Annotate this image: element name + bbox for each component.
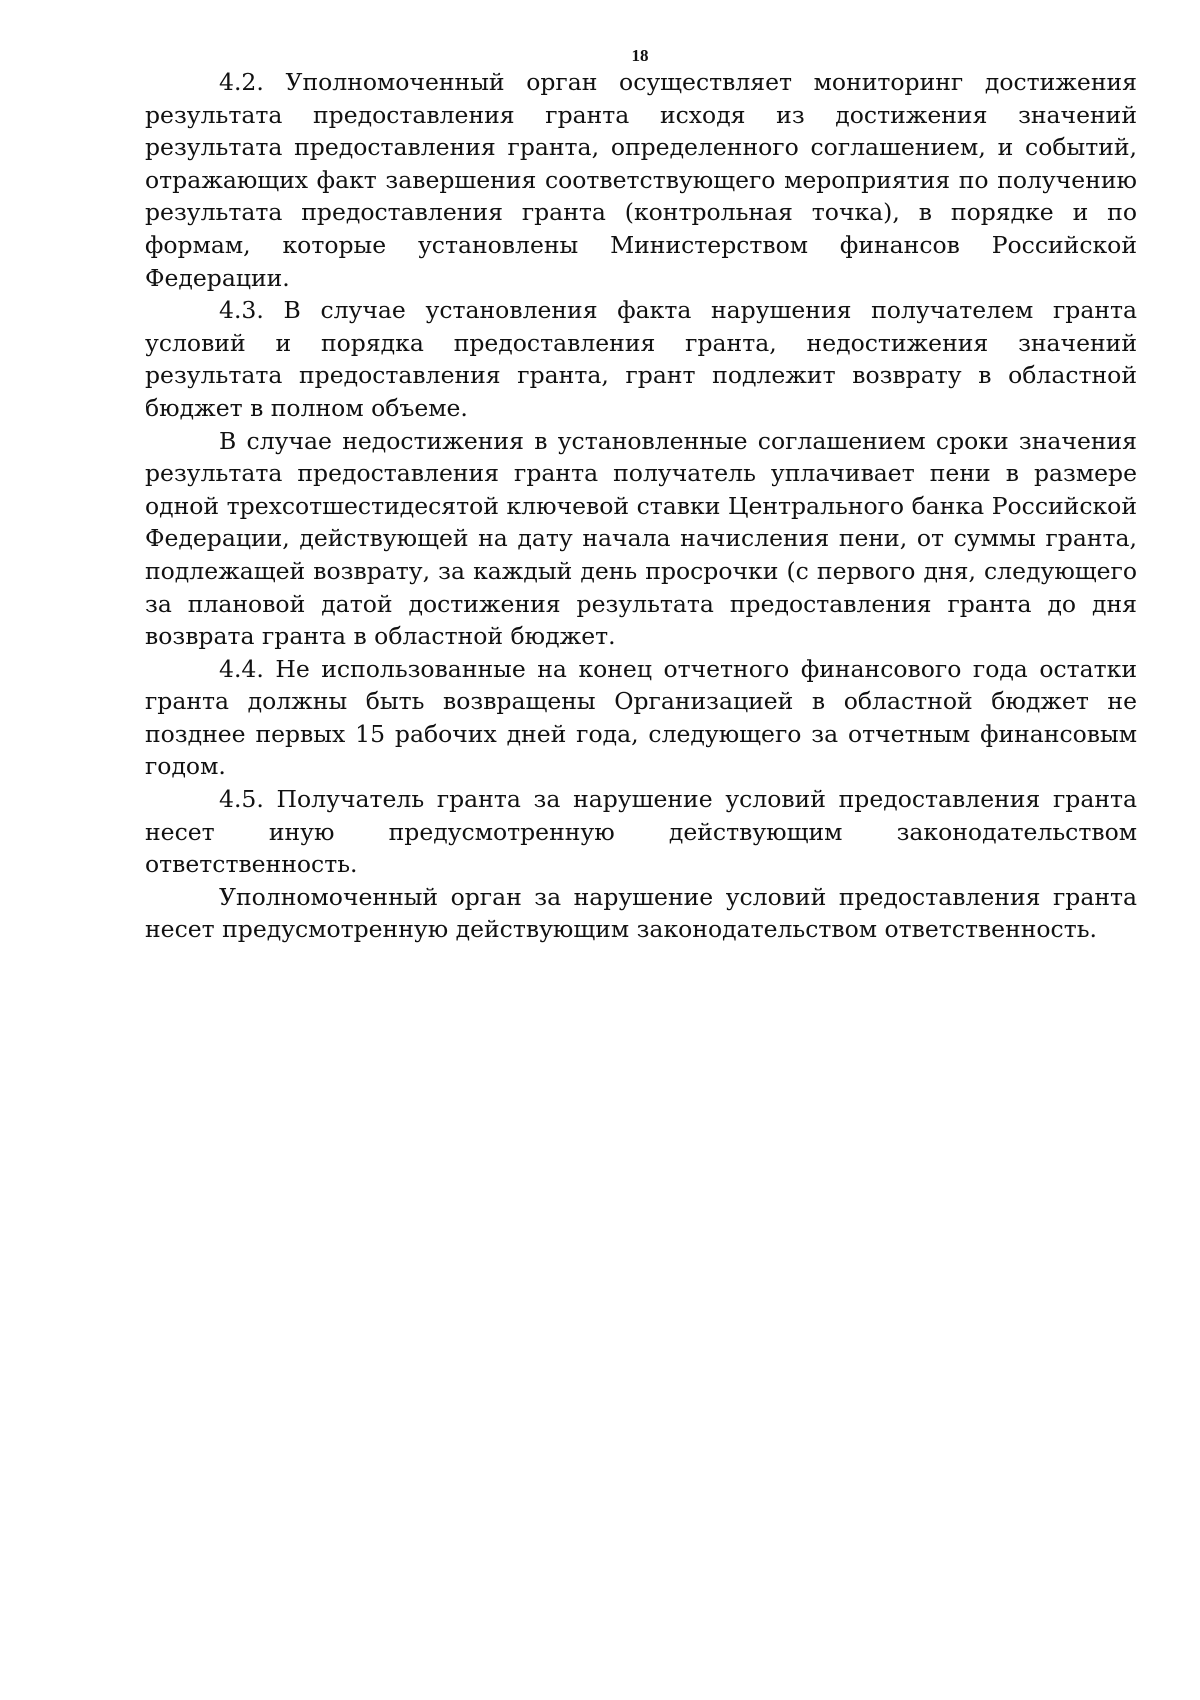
paragraph-4-4: 4.4. Не использованные на конец отчетного финансового года остатки гранта должны быть возвращены Организацией в областной бюджет не позднее первых 15 рабочих дней года, следующего за отчетным финансовым годом. [145,654,1137,781]
paragraph-4-3: 4.3. В случае установления факта нарушения получателем гранта условий и порядка предоставления гранта, недостижения значений результата предоставления гранта, грант подлежит возврату в областной бюджет в полном объеме. [145,296,1137,422]
paragraph-4-2: 4.2. Уполномоченный орган осуществляет мониторинг достижения результата предоставления гранта исходя из достижения значений результата предоставления гранта, определенного соглашением, и событий, отражающих факт завершения соответствующего мероприятия по получению результата предоставления гранта (контрольная точка), в порядке и по формам, которые установлены Министерством финансов Российской Федерации. [145,68,1137,292]
paragraph-4-5: 4.5. Получатель гранта за нарушение условий предоставления гранта несет иную предусмотренную действующим законодательством ответственность. [145,785,1137,879]
paragraph-4-3-penalty: В случае недостижения в установленные соглашением сроки значения результата предоставления гранта получатель уплачивает пени в размере одной трехсотшестидесятой ключевой ставки Центрального банка Российской Федерации, действующей на дату начала начисления пени, от суммы гранта, подлежащей возврату, за каждый день просрочки (с первого дня, следующего за плановой датой достижения результата предоставления гранта до дня возврата гранта в областной бюджет. [145,426,1137,651]
paragraph-4-5-authority: Уполномоченный орган за нарушение условий предоставления гранта несет предусмотренную действующим законодательством ответственность. [145,882,1137,944]
page-number: 18 [631,46,649,65]
document-body [145,66,1137,946]
